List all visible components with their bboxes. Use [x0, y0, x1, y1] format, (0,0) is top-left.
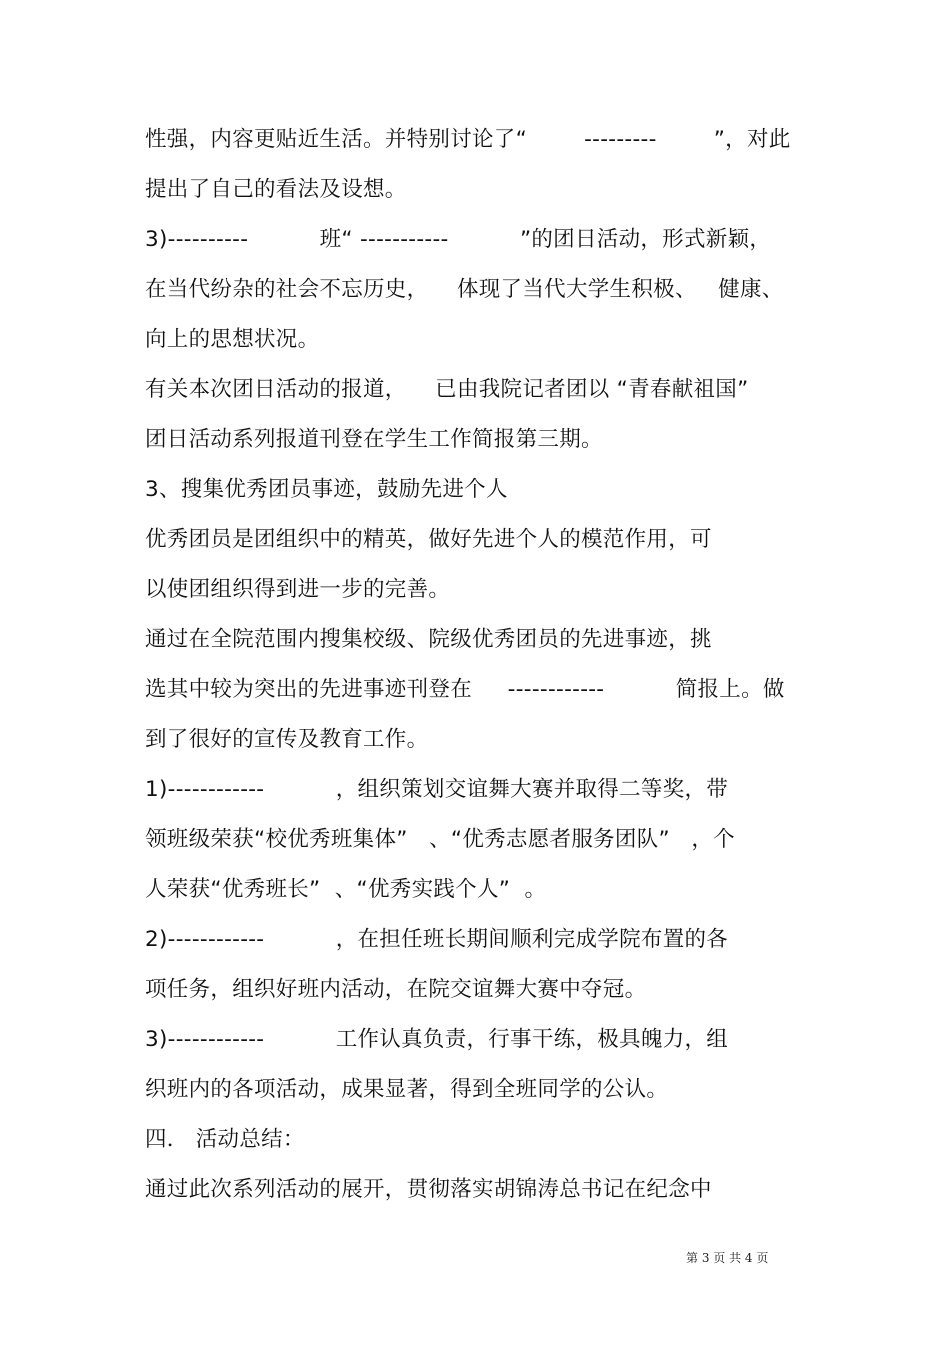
body-line-7: 团日活动系列报道刊登在学生工作简报第三期。 — [145, 427, 603, 452]
body-line-16: 人荣获“优秀班长” 、“优秀实践个人” 。 — [145, 877, 547, 902]
body-line-6: 有关本次团日活动的报道， 已由我院记者团以 “青春献祖国” — [145, 377, 749, 402]
body-line-2: 提出了自己的看法及设想。 — [145, 177, 407, 202]
body-line-9: 优秀团员是团组织中的精英，做好先进个人的模范作用，可 — [145, 527, 712, 552]
body-line-5: 向上的思想状况。 — [145, 327, 320, 352]
body-line-20: 织班内的各项活动，成果显著，得到全班同学的公认。 — [145, 1077, 669, 1102]
body-line-14: 1)------------ ，组织策划交谊舞大赛并取得二等奖，带 — [145, 777, 729, 802]
page-footer: 第 3 页 共 4 页 — [686, 1251, 769, 1265]
body-line-13: 到了很好的宣传及教育工作。 — [145, 727, 429, 752]
body-line-19: 3)------------ 工作认真负责，行事干练，极具魄力，组 — [145, 1027, 729, 1052]
body-line-12: 选其中较为突出的先进事迹刊登在 ------------ 简报上。做 — [145, 677, 785, 702]
body-line-17: 2)------------ ，在担任班长期间顺利完成学院布置的各 — [145, 927, 729, 952]
section-heading-3: 3、搜集优秀团员事迹，鼓励先进个人 — [145, 477, 508, 502]
section-heading-4: 四． 活动总结： — [145, 1127, 305, 1152]
body-line-22: 通过此次系列活动的展开，贯彻落实胡锦涛总书记在纪念中 — [145, 1177, 712, 1202]
body-line-10: 以使团组织得到进一步的完善。 — [145, 577, 451, 602]
body-line-3: 3)---------- 班“ ----------- ”的团日活动，形式新颖， — [145, 227, 772, 252]
body-line-1: 性强，内容更贴近生活。并特别讨论了“ --------- ”，对此 — [145, 127, 791, 152]
body-line-11: 通过在全院范围内搜集校级、院级优秀团员的先进事迹，挑 — [145, 627, 712, 652]
body-line-18: 项任务，组织好班内活动，在院交谊舞大赛中夺冠。 — [145, 977, 647, 1002]
body-line-15: 领班级荣获“校优秀班集体” 、“优秀志愿者服务团队” ，个 — [145, 827, 735, 852]
body-line-4: 在当代纷杂的社会不忘历史， 体现了当代大学生积极、 健康、 — [145, 277, 784, 302]
